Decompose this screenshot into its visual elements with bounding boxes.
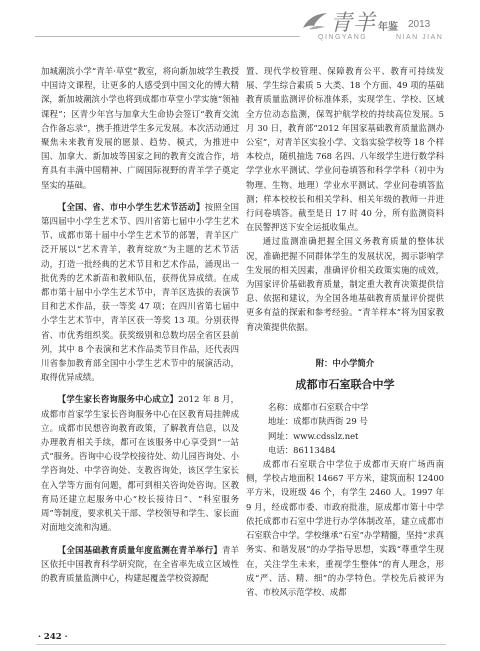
- yearbook-year: 2013: [408, 19, 431, 30]
- yearbook-title: 青羊: [330, 11, 377, 36]
- yearbook-logo: [300, 6, 470, 44]
- section-paragraph: [41, 543, 239, 586]
- school-info-line: 电话：86113484: [268, 444, 336, 455]
- school-info-line: 名称：成都市石室联合中学: [268, 402, 369, 413]
- section-heading: 【学生家长咨询服务中心成立】: [57, 394, 179, 405]
- body-paragraph: 通过监测准确把握全国义务教育质量的整体状况，准确把握不同群体学生的发展状况，揭示影响学生发展的相关因素，准确评价相关政策实施的成效，为国家评价基础教育质量，制定重大教育决策提供信息、依据和建议，为全国各地基础教育质量评价提供更多有益的探索和参考经验。“青羊样本”将为国家教育决策提供依据。: [246, 236, 444, 332]
- section-paragraph: [41, 392, 239, 534]
- pinyin-left: QINGYANG: [318, 34, 368, 41]
- section-body: 2012 年 8 月，成都市首家学生家长咨询服务中心在区教育局挂牌成立。成都市民想咨询教育政策，了解教育信息，以及办理教育相关手续，都可在该服务中心享受到“一站式”服务。咨询中心设学校接待处、幼儿园咨询处、小学咨询处、中学咨询处、支教咨询处，该区学生家长在入学等方面有问题，都可到相关咨询处咨询。区教育局还建立起服务中心“校长接待日”、“科室服务周”等制度，要求机关干部、学校领导和学生、家长面对面地交流和沟通。: [41, 394, 239, 533]
- body-paragraph: 加城潮滨小学“青羊·草堂”教室，将向新加坡学生教授中国诗文课程，让更多的人感受到中国文化的博大精深，新加坡潮滨小学也将到成都市草堂小学实施“领袖课程”；区青少年宫与加拿大生命协会签订“教育交流合作备忘录”，携手推进学生多元发展。本次活动通过聚焦未来教育发展的愿景、趋势、模式，为推进中国、加拿大、新加坡等国家之间的教育交流合作，培育具有丰满中国精神、广阔国际视野的青羊学子奠定坚实的基础。: [41, 66, 239, 190]
- pinyin-right: NIAN JIAN: [396, 34, 444, 41]
- page-header: [0, 0, 480, 52]
- left-column: [41, 64, 239, 585]
- school-info-line: 地址：成都市陕西街 29 号: [268, 416, 368, 427]
- header-rule: [35, 36, 300, 37]
- section-body: 按照全国第四届中小学生艺术节、四川省第七届中小学生艺术节、成都市第十届中小学生艺术节的部署，青羊区广泛开展以“艺术青羊，教育绽放”为主题的艺术节活动，打造一批经典的艺术节目和艺术作品，涌现出一批优秀的艺术新苗和教师队伍，获得优异成绩。在成都市第十届中小学生艺术节中，青羊区选拔的表演节目和艺术作品，获一等奖 47 项；在四川省第七届中小学生艺术节中，青羊区获一等奖 13 项。分别获得省、市优秀组织奖。获奖级别和总数均居全省区县前列，其中 8 个表演和艺术作品类节目作品，还代表四川省参加教育部全国中小学生艺术节中的展演活动，取得优异成绩。: [41, 201, 240, 383]
- paragraph-gap: [246, 334, 444, 342]
- section-body: 青羊区依托中国教育科学研究院，在全省率先成立区域性的教育质量监测中心，构建起覆盖学校资源配: [41, 544, 240, 583]
- paragraph-gap: [41, 192, 239, 200]
- body-paragraph: 成都市石室联合中学位于成都市天府广场西南侧，学校占地面积 14667 平方米，建筑面积 12400 平方米，设班级 46 个，有学生 2460 人。1997 年 9 月，经成都市委、市政府批准，原成都市第十中学依托成都市石室中学进行办学体制改革，建立成都市石室联合中学。学校继承“石室”办学精髓，坚持“求真务实、和谐发展”的办学指导思想，实践“尊重学生现在，关注学生未来，重视学生整体”的育人理念，形成“严、活、精、细”的办学特色。学校先后被评为省、市校风示范学校、成都: [246, 459, 444, 597]
- paragraph-gap: [41, 384, 239, 392]
- school-info-line: 网址：www.cdsslz.net: [268, 430, 359, 441]
- appendix-heading: 附：中小学简介: [315, 357, 375, 368]
- page-number: · 242 ·: [38, 632, 68, 642]
- section-heading: 【全国基础教育质量年度监测在青羊举行】: [57, 544, 222, 555]
- paragraph-gap: [41, 535, 239, 543]
- section-paragraph: [41, 200, 239, 385]
- footer-rule: [36, 644, 446, 645]
- paragraph-gap: [246, 342, 444, 350]
- body-paragraph: 置、现代学校管理、保障教育公平、教育可持续发展、学生综合素质 5 大类、18 个方面、49 项的基础教育质量监测评价标准体系，实现学生、学校、区域全方位动态监测，保驾护航学校的持续高位发展。5 月 30 日，教育部“2012 年国家基础教育质量监测办公室”，对青羊区实验小学、文翁实验学校等 18 个样本校点，随机抽选 768 名四、八年级学生进行数学科学学业水平测试、学业问卷填答和科学学科（初中为物理、生物、地理）学业水平测试、学业问卷填答监测；样本校校长和相关学科、相关年级的教师一并进行问卷填答。截至是日 17 时 40 分，所有监测资料在民警押送下安全运抵收集点。: [246, 66, 444, 233]
- right-column: [246, 64, 444, 599]
- school-title: 成都市石室联合中学: [295, 378, 395, 392]
- section-heading: 【全国、省、市中小学生艺术节活动】: [57, 201, 205, 212]
- yearbook-subtitle: 年鉴: [378, 22, 398, 33]
